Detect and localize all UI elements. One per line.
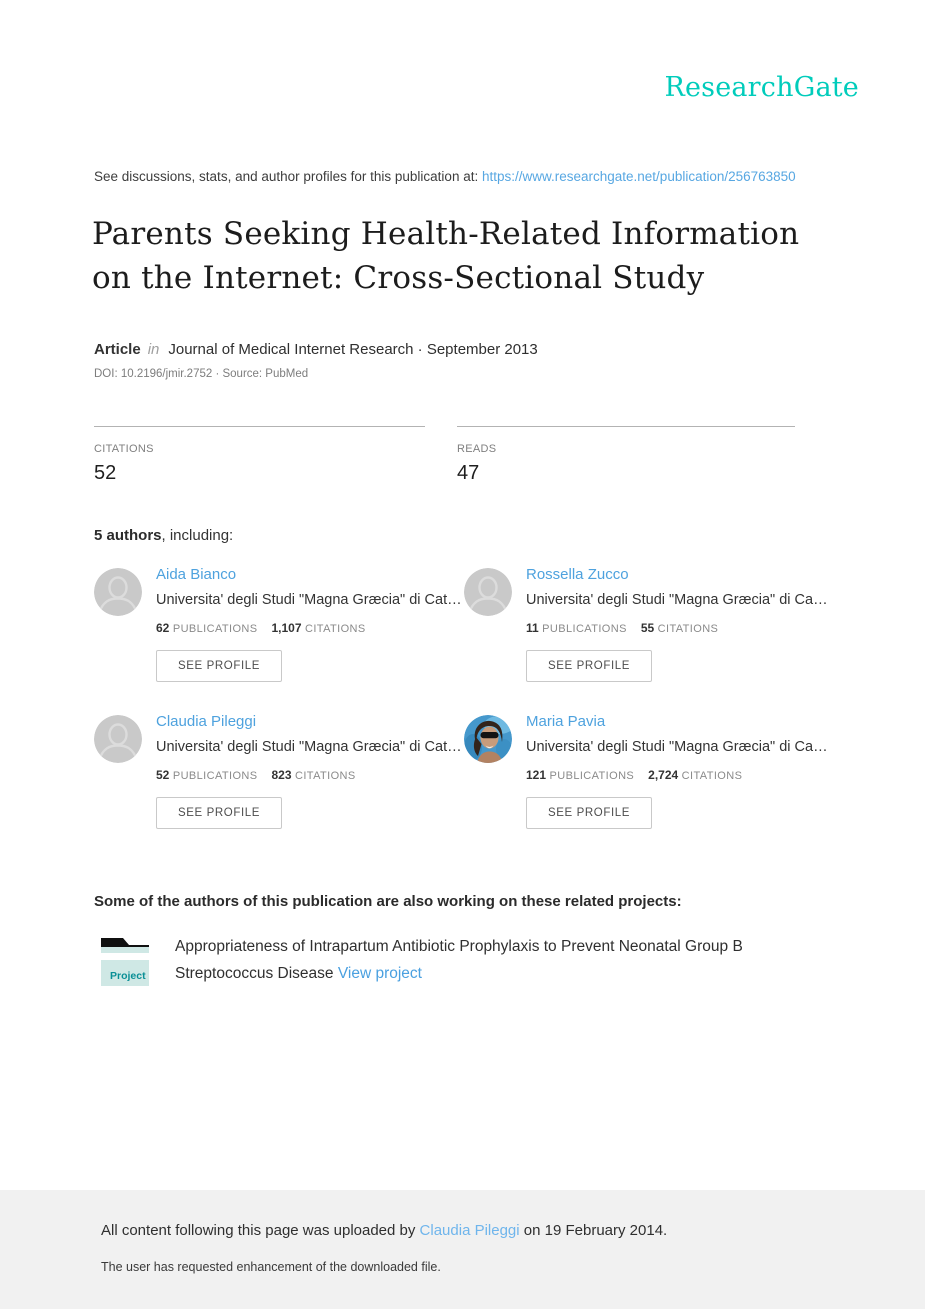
page-title: Parents Seeking Health-Related Information on the Internet: Cross-Sectional Study [92, 216, 800, 296]
author-card [464, 566, 836, 682]
see-profile-button[interactable]: SEE PROFILE [526, 797, 652, 829]
article-meta-line [94, 341, 538, 358]
avatar[interactable] [464, 568, 512, 616]
author-metrics [526, 621, 836, 635]
citations-count: 55 [640, 621, 655, 635]
see-profile-button[interactable]: SEE PROFILE [156, 650, 282, 682]
see-profile-button[interactable]: SEE PROFILE [156, 797, 282, 829]
project-title: Appropriateness of Intrapartum Antibiotic Prophylaxis to Prevent Neonatal Group B Streptococcus Disease [175, 938, 743, 982]
author-affiliation: Universita' degli Studi "Magna Græcia" di Cat… [156, 739, 462, 755]
see-discussions-line [94, 169, 854, 184]
author-name-link[interactable]: Claudia Pileggi [156, 713, 257, 730]
authors-heading-rest: , including: [161, 527, 234, 544]
upload-info-line [101, 1222, 667, 1239]
authors-count: 5 authors [94, 527, 162, 544]
publications-count: 62 [156, 621, 170, 635]
author-name-link[interactable]: Maria Pavia [526, 713, 606, 730]
journal-name: Journal of Medical Internet Research · September 2013 [168, 341, 538, 358]
citations-count: 823 [271, 768, 292, 782]
folder-label: Project [110, 970, 146, 982]
author-affiliation: Universita' degli Studi "Magna Græcia" di Ca… [526, 592, 828, 608]
citations-count: 1,107 [271, 621, 302, 635]
authors-heading [94, 527, 233, 544]
related-projects-heading: Some of the authors of this publication are also working on these related projects: [94, 893, 682, 910]
publications-word: PUBLICATIONS [172, 623, 258, 635]
avatar[interactable] [94, 715, 142, 763]
author-affiliation: Universita' degli Studi "Magna Græcia" di Cat… [156, 592, 462, 608]
project-description [175, 933, 823, 987]
project-folder-icon[interactable] [99, 936, 151, 986]
publications-word: PUBLICATIONS [542, 623, 627, 635]
profile-photo [464, 715, 512, 763]
avatar[interactable] [464, 715, 512, 763]
citations-stat [94, 426, 425, 485]
see-profile-button[interactable]: SEE PROFILE [526, 650, 652, 682]
reads-value: 47 [457, 462, 480, 484]
author-card [464, 713, 836, 829]
upload-info-suffix: on 19 February 2014. [519, 1222, 668, 1239]
citations-word: CITATIONS [295, 770, 356, 782]
article-type-label: Article [94, 341, 141, 358]
author-metrics [526, 768, 836, 782]
in-word: in [147, 341, 160, 358]
reads-stat [457, 426, 795, 485]
author-card [94, 566, 466, 682]
enhancement-note: The user has requested enhancement of the downloaded file. [101, 1260, 441, 1274]
publications-count: 121 [526, 768, 547, 782]
citations-value: 52 [94, 462, 117, 484]
doi-line: DOI: 10.2196/jmir.2752 · Source: PubMed [94, 368, 309, 380]
reads-label: READS [457, 443, 497, 455]
publications-word: PUBLICATIONS [172, 770, 258, 782]
citations-label: CITATIONS [94, 443, 154, 455]
person-icon [464, 568, 512, 616]
see-discussions-text: See discussions, stats, and author profiles for this publication at: [94, 169, 482, 184]
person-icon [94, 715, 142, 763]
author-name-link[interactable]: Rossella Zucco [526, 566, 629, 583]
footer-banner [0, 1190, 925, 1309]
author-name-link[interactable]: Aida Bianco [156, 566, 237, 583]
citations-count: 2,724 [648, 768, 679, 782]
citations-word: CITATIONS [305, 623, 366, 635]
view-project-link[interactable]: View project [337, 965, 422, 982]
publications-count: 52 [156, 768, 170, 782]
author-metrics [156, 768, 466, 782]
uploader-link[interactable]: Claudia Pileggi [419, 1222, 520, 1239]
upload-info-prefix: All content following this page was uploaded by [101, 1222, 420, 1239]
publications-word: PUBLICATIONS [549, 770, 635, 782]
person-icon [94, 568, 142, 616]
publication-url-link[interactable]: https://www.researchgate.net/publication/256763850 [481, 169, 796, 184]
citations-word: CITATIONS [657, 623, 719, 635]
avatar[interactable] [94, 568, 142, 616]
citations-word: CITATIONS [681, 770, 743, 782]
publications-count: 11 [526, 621, 539, 635]
project-item [99, 933, 829, 987]
author-affiliation: Universita' degli Studi "Magna Græcia" di Ca… [526, 739, 828, 755]
researchgate-logo: ResearchGate [664, 72, 859, 103]
author-metrics [156, 621, 466, 635]
author-card [94, 713, 466, 829]
